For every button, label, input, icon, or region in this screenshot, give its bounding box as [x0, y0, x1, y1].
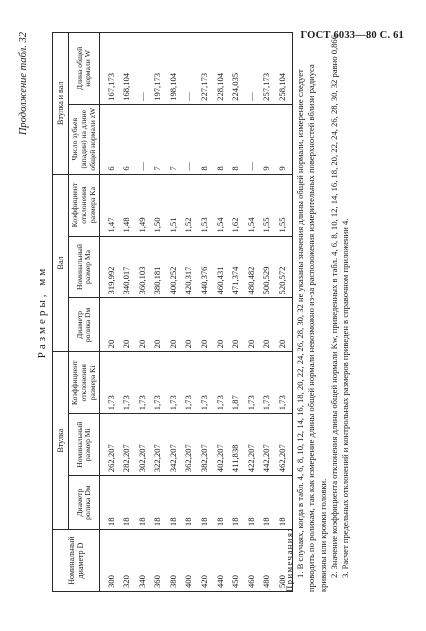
table-title: Размеры, мм: [36, 265, 48, 359]
table-cell: 1,73: [149, 352, 165, 414]
header-coefficient-ki: Коэффициент отклонения размера Ki: [69, 352, 100, 414]
table-cell: 1,55: [259, 174, 275, 236]
table-cell: 20: [274, 298, 292, 352]
table-cell: 462,207: [274, 414, 292, 476]
table-cell: 400: [181, 530, 197, 592]
table-cell: 18: [259, 476, 275, 530]
table-cell: 18: [118, 476, 134, 530]
table-cell: 422,207: [243, 414, 259, 476]
header-roller-diameter-first: Диаметр ролика Dм: [69, 476, 100, 530]
table-cell: 420: [196, 530, 212, 592]
header-group-second: Вал: [53, 174, 69, 352]
notes-heading: Примечания:: [284, 527, 294, 592]
table-cell: 450: [227, 530, 243, 592]
header-teeth-count-zw: Число зубьев (впадин) на длине общей нормали zW: [69, 104, 100, 174]
table-cell: 1,50: [149, 174, 165, 236]
note-3: 3. Расчет предельных отклонений и контрольных размеров приведен в справочном приложении 4.: [340, 218, 351, 578]
table-cell: 520,572: [274, 236, 292, 298]
table-row: [181, 33, 197, 592]
table-cell: 320: [118, 530, 134, 592]
table-cell: 6: [118, 104, 134, 174]
table-continuation-label: Продолжение табл. 32: [18, 32, 29, 136]
table-cell: 1,73: [243, 352, 259, 414]
table-cell: 340,017: [118, 236, 134, 298]
table-cell: 20: [165, 298, 181, 352]
table-cell: 342,207: [165, 414, 181, 476]
table-cell: 1,73: [165, 352, 181, 414]
table-cell: 8: [212, 104, 228, 174]
table-cell: 362,207: [181, 414, 197, 476]
table-cell: 1,73: [259, 352, 275, 414]
table-cell: 440: [212, 530, 228, 592]
table-cell: 1,73: [196, 352, 212, 414]
table-row: [165, 33, 181, 592]
table-cell: 1,87: [227, 352, 243, 414]
table-cell: 1,73: [181, 352, 197, 414]
dimensions-table: [52, 32, 293, 592]
table-cell: 1,54: [212, 174, 228, 236]
table-cell: —: [181, 104, 197, 174]
table-row: [212, 33, 228, 592]
table-cell: 340: [134, 530, 150, 592]
table-cell: 18: [165, 476, 181, 530]
table-cell: 6: [100, 104, 118, 174]
table-cell: 1,54: [243, 174, 259, 236]
table-cell: 8: [196, 104, 212, 174]
table-cell: 20: [118, 298, 134, 352]
header-nominal-size-ma: Номинальный размер Ma: [69, 236, 100, 298]
rotated-table-block: [18, 32, 388, 592]
table-cell: 380: [165, 530, 181, 592]
table-cell: —: [134, 33, 150, 105]
table-cell: 380,181: [149, 236, 165, 298]
table-cell: 480: [259, 530, 275, 592]
table-cell: 9: [259, 104, 275, 174]
table-cell: 1,73: [118, 352, 134, 414]
table-cell: 471,374: [227, 236, 243, 298]
table-cell: 20: [149, 298, 165, 352]
table-cell: 1,73: [274, 352, 292, 414]
table-cell: 322,207: [149, 414, 165, 476]
table-cell: 460,431: [212, 236, 228, 298]
table-row: [227, 33, 243, 592]
table-cell: 1,47: [100, 174, 118, 236]
table-cell: 18: [100, 476, 118, 530]
table-cell: 402,207: [212, 414, 228, 476]
table-cell: 20: [181, 298, 197, 352]
table-cell: 7: [165, 104, 181, 174]
table-cell: 400,252: [165, 236, 181, 298]
table-cell: 18: [149, 476, 165, 530]
header-group-third: Втулка и вал: [53, 33, 69, 175]
page-header: ГОСТ 6033—80 С. 61: [300, 30, 404, 41]
table-cell: 228,104: [212, 33, 228, 105]
table-cell: 9: [274, 104, 292, 174]
table-row: [134, 33, 150, 592]
table-cell: 480,482: [243, 236, 259, 298]
table-cell: 360: [149, 530, 165, 592]
table-row: [149, 33, 165, 592]
header-nominal-size-mi: Номинальный размер Mi: [69, 414, 100, 476]
table-cell: —: [243, 104, 259, 174]
table-cell: 262,207: [100, 414, 118, 476]
table-cell: 18: [212, 476, 228, 530]
table-cell: 1,73: [100, 352, 118, 414]
table-cell: 460: [243, 530, 259, 592]
table-cell: 18: [243, 476, 259, 530]
table-cell: 20: [196, 298, 212, 352]
table-cell: 18: [181, 476, 197, 530]
table-cell: 442,207: [259, 414, 275, 476]
table-cell: 420,317: [181, 236, 197, 298]
table-row: [196, 33, 212, 592]
table-cell: 18: [134, 476, 150, 530]
table-cell: 20: [259, 298, 275, 352]
table-cell: 500: [274, 530, 292, 592]
table-cell: 20: [212, 298, 228, 352]
table-cell: 258,104: [274, 33, 292, 105]
table-cell: 20: [134, 298, 150, 352]
table-cell: —: [134, 104, 150, 174]
header-group-first: Втулка: [53, 352, 69, 530]
header-coefficient-ka: Коэффициент отклонения размера Ka: [69, 174, 100, 236]
table-cell: 1,49: [134, 174, 150, 236]
table-cell: 302,207: [134, 414, 150, 476]
table-cell: 382,207: [196, 414, 212, 476]
notes-section: [284, 32, 351, 592]
table-cell: 198,104: [165, 33, 181, 105]
table-cell: 411,838: [227, 414, 243, 476]
table-cell: 7: [149, 104, 165, 174]
table-cell: —: [181, 33, 197, 105]
table-cell: 1,73: [134, 352, 150, 414]
table-cell: 18: [274, 476, 292, 530]
header-normal-length-w: Длина общей нормали W: [69, 33, 100, 105]
note-2: 2. Значение коэффициента отклонения длины общей нормали Kw, приведенных в табл. 4, 6, 8, 10, 12, 14, 16, 18, 20, 22, 24, 26, 28, 30, 32 равно 0,866.: [328, 32, 339, 578]
header-roller-diameter-second: Диаметр ролика Dм: [69, 298, 100, 352]
table-cell: 227,173: [196, 33, 212, 105]
note-1: 1. В случаях, когда в табл. 4, 6, 8, 10, 12, 14, 16, 18, 20, 22, 24, 26, 28, 30, 32 не указаны значения длины общей нормали, измерение следует проводить по роликам, так как измерение длины общей нормали невозможно из-за расположения измерительных поверхностей вблизи радиуса кривизны или кромки головки.: [295, 64, 328, 592]
table-cell: 167,173: [100, 33, 118, 105]
table-cell: 440,376: [196, 236, 212, 298]
table-cell: —: [243, 33, 259, 105]
table-cell: 319,992: [100, 236, 118, 298]
table-cell: 20: [100, 298, 118, 352]
table-cell: 1,62: [227, 174, 243, 236]
table-cell: 18: [196, 476, 212, 530]
table-cell: 20: [227, 298, 243, 352]
table-cell: 500,529: [259, 236, 275, 298]
table-row: [118, 33, 134, 592]
table-cell: 18: [227, 476, 243, 530]
table-cell: 300: [100, 530, 118, 592]
table-cell: 168,104: [118, 33, 134, 105]
table-cell: 1,52: [181, 174, 197, 236]
table-row: [100, 33, 118, 592]
table-cell: 197,173: [149, 33, 165, 105]
table-cell: 1,53: [196, 174, 212, 236]
table-cell: 20: [243, 298, 259, 352]
table-cell: 257,173: [259, 33, 275, 105]
table-cell: 1,51: [165, 174, 181, 236]
table-cell: 8: [227, 104, 243, 174]
table-cell: 1,73: [212, 352, 228, 414]
table-cell: 1,55: [274, 174, 292, 236]
table-row: [243, 33, 259, 592]
header-nominal-diameter: Номинальный диаметр D: [53, 530, 100, 592]
table-cell: 1,48: [118, 174, 134, 236]
table-row: [259, 33, 275, 592]
table-cell: 224,035: [227, 33, 243, 105]
table-cell: 360,103: [134, 236, 150, 298]
table-cell: 282,207: [118, 414, 134, 476]
